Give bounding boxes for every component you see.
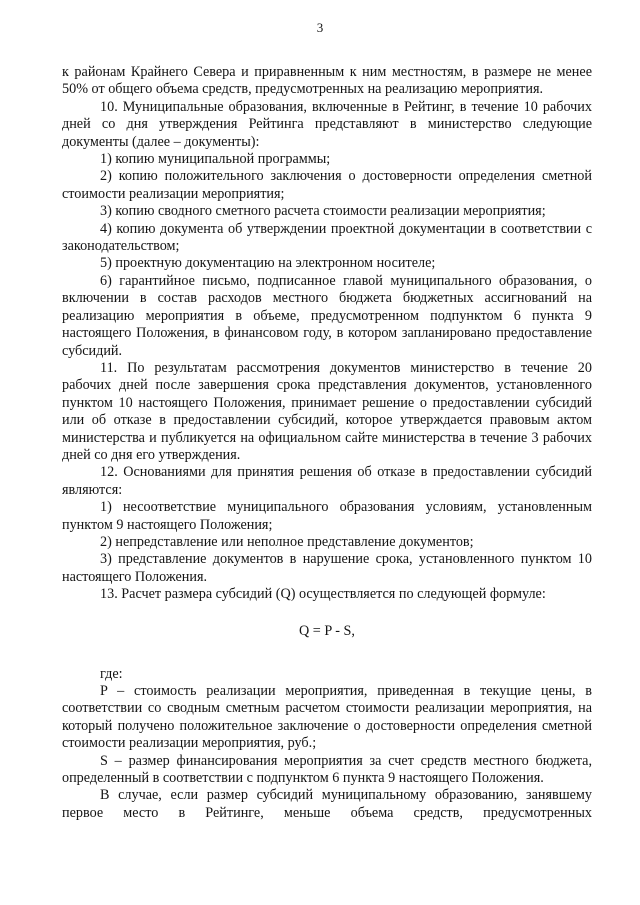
document-body (62, 64, 592, 822)
paragraph: 1) копию муниципальной программы; (100, 151, 331, 168)
paragraph: В случае, если размер субсидий муниципальному образованию, занявшему первое место в Рейтинге, меньше объема средств, предусмотренных (62, 787, 592, 821)
paragraph: 3) копию сводного сметного расчета стоимости реализации мероприятия; (100, 203, 546, 220)
paragraph: S – размер финансирования мероприятия за счет средств местного бюджета, определенный в соответствии с подпунктом 6 пункта 9 настоящего Положения. (62, 752, 592, 787)
paragraphs-top (62, 64, 592, 604)
paragraph: где: (100, 665, 123, 682)
paragraph: 13. Расчет размера субсидий (Q) осуществляется по следующей формуле: (100, 586, 546, 603)
paragraph: 12. Основаниями для принятия решения об отказе в предоставлении субсидий являются: (62, 464, 592, 498)
paragraph: 4) копию документа об утверждении проектной документации в соответствии с законодательством; (62, 220, 592, 255)
formula: Q = P - S, (299, 622, 355, 639)
paragraph: 11. По результатам рассмотрения документов министерство в течение 20 рабочих дней после завершения срока представления документов, установленного пунктом 10 настоящего Положения, принимает решение о предоставлении субсидий или об отказе в предоставлении субсидий, которое утверждается правовым актом министерства и публикуется на официальном сайте министерства в течение 3 рабочих дней со дня его утверждения. (62, 359, 592, 463)
paragraphs-bottom (62, 666, 592, 823)
paragraph: 5) проектную документацию на электронном носителе; (100, 255, 436, 272)
paragraph: 3) представление документов в нарушение срока, установленного пунктом 10 настоящего Положения. (62, 551, 592, 585)
paragraph: к районам Крайнего Севера и приравненным к ним местностям, в размере не менее 50% от общего объема средств, предусмотренных на реализацию мероприятия. (62, 64, 592, 98)
paragraph: 6) гарантийное письмо, подписанное главой муниципального образования, о включении в состав расходов местного бюджета бюджетных ассигнований на реализацию мероприятия в объеме, предусмотренном подпунктом 6 пункта 9 настоящего Положения, в финансовом году, в котором запланировано предоставление субсидий. (62, 272, 592, 359)
page-number: 3 (316, 20, 324, 35)
paragraph: P – стоимость реализации мероприятия, приведенная в текущие цены, в соответствии со сводным сметным расчетом стоимости реализации мероприятия, на который получено положительное заключение о достоверности определения сметной стоимости реализации мероприятия, руб.; (62, 683, 592, 752)
paragraph: 2) непредставление или неполное представление документов; (100, 533, 474, 550)
paragraph: 1) несоответствие муниципального образования условиям, установленным пунктом 9 настоящего Положения; (62, 499, 592, 533)
paragraph: 2) копию положительного заключения о достоверности определения сметной стоимости реализации мероприятия; (62, 168, 592, 202)
paragraph: 10. Муниципальные образования, включенные в Рейтинг, в течение 10 рабочих дней со дня утверждения Рейтинга представляют в министерство следующие документы (далее – документы): (62, 98, 592, 150)
